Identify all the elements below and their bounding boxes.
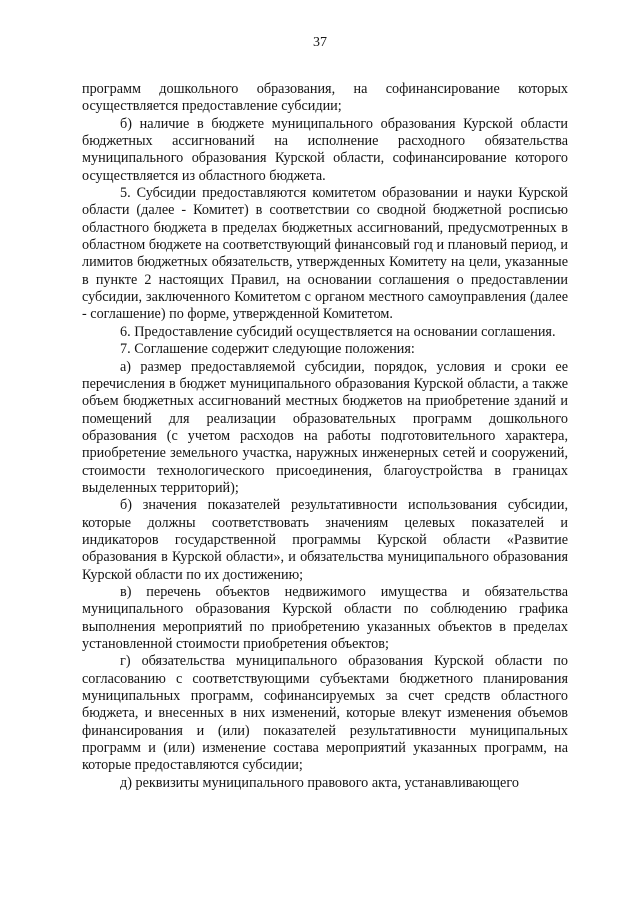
paragraph-item-d: д) реквизиты муниципального правового акта, устанавливающего <box>120 774 519 791</box>
paragraph-continuation: программ дошкольного образования, на софинансирование которых осуществляется предоставление субсидии; <box>82 81 568 115</box>
paragraph-item-a: а) размер предоставляемой субсидии, порядок, условия и сроки ее перечисления в бюджет муниципального образования Курской области, а также объем бюджетных ассигнований местных бюджетов на приобретение зданий и помещений для реализации образовательных программ дошкольного образования (с учетом расходов на работы подготовительного характера, приобретение земельного участка, наружных инженерных сетей и сооружений, стоимости технологического присоединения, благоустройства в границах выделенных территорий); <box>82 358 568 496</box>
paragraph-item-g: г) обязательства муниципального образования Курской области по согласованию с соответствующими субъектами бюджетного планирования муниципальных программ, софинансируемых за счет средств областного бюджета, и внесенных в них изменений, которые влекут изменения объемов финансирования и (или) показателей результативности муниципальных программ и (или) изменение состава мероприятий указанных программ, на которые предоставляются субсидии; <box>82 653 568 774</box>
paragraph-item-b-budget: б) наличие в бюджете муниципального образования Курской области бюджетных ассигнований на исполнение расходного обязательства муниципального образования Курской области, софинансирование которого осуществляется из областного бюджета. <box>82 115 568 184</box>
paragraph-item-6: 6. Предоставление субсидий осуществляется на основании соглашения. <box>120 323 556 340</box>
paragraph-item-7: 7. Соглашение содержит следующие положения: <box>120 341 415 358</box>
paragraph-item-v: в) перечень объектов недвижимого имущества и обязательства муниципального образования Курской области по соблюдению графика выполнения мероприятий по приобретению указанных объектов в пределах установленной стоимости приобретения объектов; <box>82 583 568 652</box>
page-number: 37 <box>313 35 327 50</box>
document-body <box>82 81 568 792</box>
paragraph-item-b: б) значения показателей результативности использования субсидии, которые должны соответствовать значениям целевых показателей и индикаторов государственной программы Курской области «Развитие образования в Курской области», и обязательства муниципального образования Курской области по их достижению; <box>82 497 568 583</box>
paragraph-item-5: 5. Субсидии предоставляются комитетом образовании и науки Курской области (далее - Комитет) в соответствии со сводной бюджетной росписью областного бюджета в пределах бюджетных ассигнований, предусмотренных в областном бюджете на соответствующий финансовый год и плановый период, и лимитов бюджетных обязательств, утвержденных Комитету на цели, указанные в пункте 2 настоящих Правил, на основании соглашения о предоставлении субсидии, заключенного Комитетом с органом местного самоуправления (далее - соглашение) по форме, утвержденной Комитетом. <box>82 185 568 323</box>
